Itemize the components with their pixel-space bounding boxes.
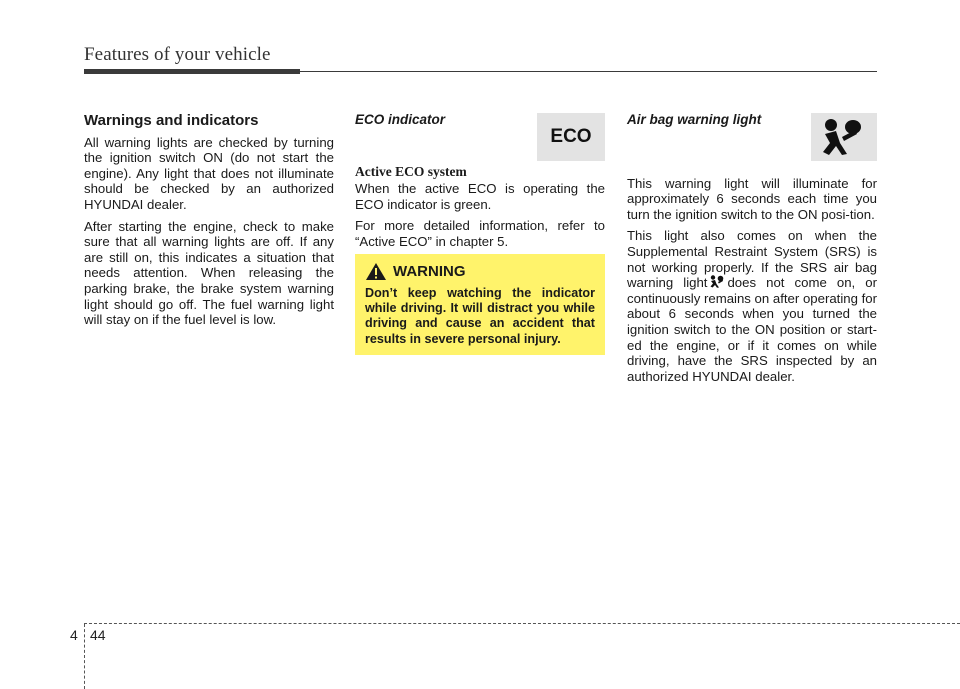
warning-text: Don’t keep watching the indicator while driving. It will distract you while driving and cause an accident that results in severe personal injury. (365, 286, 595, 346)
paragraph-srs-part1: This light also comes on when the Supplemental Restraint System (SRS) is not working properly. If the SRS air bag warning light (627, 228, 877, 291)
airbag-inline-icon (709, 275, 725, 288)
warning-title: WARNING (393, 263, 466, 280)
footer-rule (84, 623, 960, 624)
header-rule-thick (84, 69, 300, 74)
airbag-seat-icon (817, 117, 871, 157)
section-heading-airbag: Air bag warning light (627, 112, 762, 127)
warning-triangle-icon (365, 262, 387, 281)
paragraph-srs (627, 228, 877, 384)
column-warnings-indicators (84, 110, 334, 334)
paragraph: This warning light will illuminate for approximately 6 seconds each time you turn the ignition switch to the ON posi-tion. (627, 175, 877, 222)
footer-vertical-rule (84, 624, 85, 689)
section-heading-eco: ECO indicator (355, 112, 446, 127)
subheading-active-eco: Active ECO system (355, 163, 467, 179)
chapter-number: 4 (70, 627, 78, 643)
paragraph: When the active ECO is operating the ECO indicator is green. (355, 181, 605, 212)
paragraph: After starting the engine, check to make sure that all warning lights are off. If any are still on, this indicates a situation that needs attention. When releasing the parking brake, the brake system warning light should go off. The fuel warning light will stay on if the fuel level is low. (84, 218, 334, 328)
header-rule-thin (300, 71, 877, 72)
warning-box (355, 254, 605, 355)
paragraph: All warning lights are checked by turning the ignition switch ON (do not start the engine). Any light that does not illuminate should be checked by an authorized HYUNDAI dealer. (84, 134, 334, 212)
paragraph-srs-part2: does not come on, or continuously remains on after operating for about 6 seconds when you turned the ignition switch to the ON position or start-ed the engine, or if it comes on while driving, have the SRS inspected by an authorized HYUNDAI dealer. (627, 275, 877, 384)
eco-indicator-icon (537, 113, 605, 161)
section-heading-warnings: Warnings and indicators (84, 112, 259, 129)
eco-icon-label: ECO (550, 126, 592, 147)
page-header-title: Features of your vehicle (84, 44, 271, 65)
paragraph: For more detailed information, refer to “Active ECO” in chapter 5. (355, 218, 605, 249)
page-number: 44 (90, 627, 106, 643)
airbag-warning-icon (811, 113, 877, 161)
